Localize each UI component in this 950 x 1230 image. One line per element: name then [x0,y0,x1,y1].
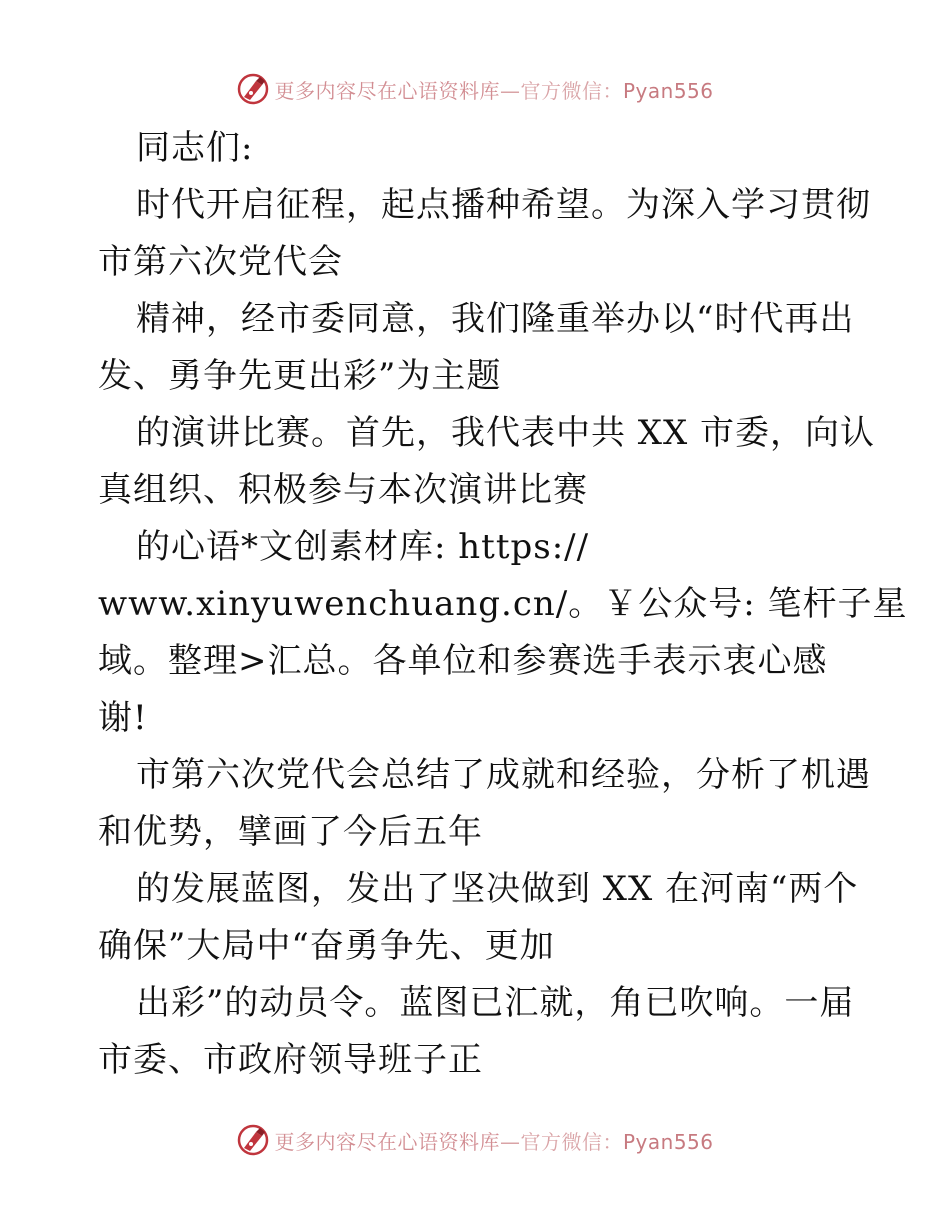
text-line: 确保”大局中“奋勇争先、更加 [98,926,555,966]
watermark-text [274,1126,713,1155]
text-line: 和优势，擘画了今后五年 [98,812,483,852]
footer-watermark-banner [0,1123,950,1157]
text-line: 的心语*文创素材库: https:// [136,527,590,567]
text-line: 出彩”的动员令。蓝图已汇就，角已吹响。一届 [136,983,855,1023]
text-line: 的演讲比赛。首先，我代表中共 XX 市委，向认 [136,413,876,453]
text-line: 市第六次党代会总结了成就和经验，分析了机遇 [136,755,871,795]
watermark-brand: 更多内容尽在心语资料库 [274,78,500,103]
watermark-wechat-label: 官方微信： [520,1129,623,1154]
text-line: 真组织、积极参与本次演讲比赛 [98,470,588,510]
pen-nib-logo-icon [236,72,270,106]
header-watermark-banner [0,72,950,106]
watermark-text [274,75,713,104]
watermark-dash: — [499,78,521,103]
watermark-wechat-id: Pyan556 [622,78,714,103]
text-line: www.xinyuwenchuang.cn/。￥公众号: 笔杆子星 [98,584,908,624]
text-line: 谢! [98,698,148,738]
pen-nib-logo-icon [236,1123,270,1157]
text-line: 精神，经市委同意，我们隆重举办以“时代再出 [136,299,855,339]
watermark-brand: 更多内容尽在心语资料库 [274,1129,500,1154]
text-line: 同志们: [136,128,254,168]
document-body [98,120,908,1089]
watermark-wechat-label: 官方微信： [520,78,623,103]
watermark-dash: — [499,1129,521,1154]
watermark-wechat-id: Pyan556 [622,1129,714,1154]
text-line: 市第六次党代会 [98,242,343,282]
text-line: 市委、市政府领导班子正 [98,1040,483,1080]
text-line: 发、勇争先更出彩”为主题 [98,356,502,396]
text-line: 的发展蓝图，发出了坚决做到 XX 在河南“两个 [136,869,859,909]
text-line: 域。整理>汇总。各单位和参赛选手表示衷心感 [98,641,828,681]
text-line: 时代开启征程，起点播种希望。为深入学习贯彻 [136,185,871,225]
